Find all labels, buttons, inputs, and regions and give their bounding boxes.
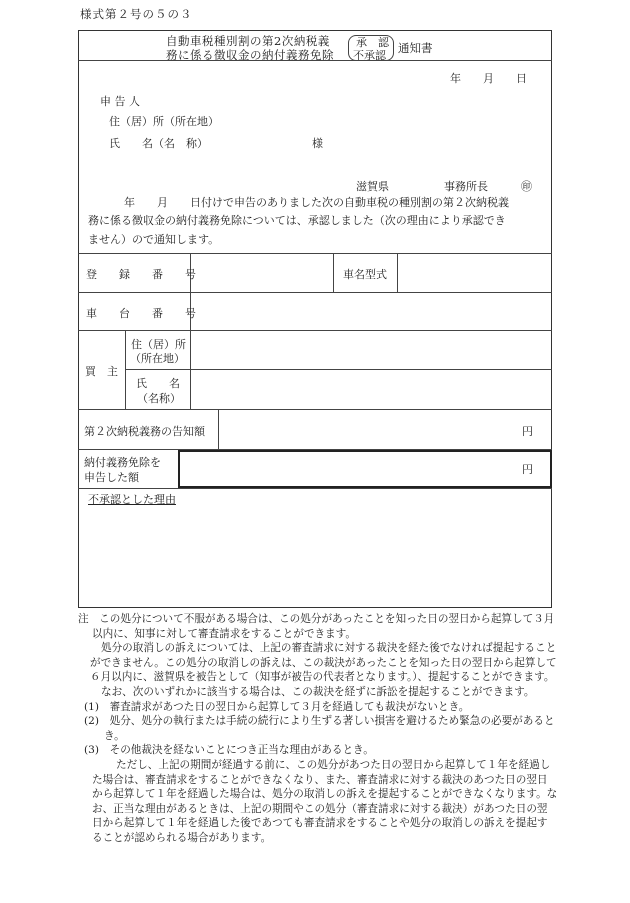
buyer-address-label: 住（居）所 — [131, 338, 186, 351]
applicant-heading: 申 告 人 — [100, 95, 140, 108]
yen-unit: 円 — [522, 463, 533, 476]
notes — [78, 612, 558, 846]
date-line: 年 月 日 — [450, 72, 527, 85]
divider — [78, 488, 552, 489]
form-number: 様式第２号の５の３ — [80, 7, 193, 21]
note-item-1: (1) 審査請求があつた日の翌日から起算して３月を経過しても裁決がないとき。 — [84, 700, 470, 713]
divider — [78, 253, 552, 254]
buyer-address-sub: （所在地） — [130, 352, 185, 365]
body-line-2: 務に係る徴収金の納付義務免除については、承認しました（次の理由により承認でき — [88, 214, 506, 227]
divider — [78, 330, 552, 331]
yen-unit: 円 — [522, 425, 533, 438]
name-label: 氏 名（名 称） — [109, 137, 208, 150]
notice-amount-label: 第２次納税義務の告知額 — [84, 425, 205, 438]
title-line-1: 自動車税種別割の第2次納税義 — [166, 34, 330, 48]
exempt-amount-box — [178, 450, 552, 488]
option-reject: 不承認 — [353, 49, 386, 62]
divider — [125, 330, 126, 409]
title-line-2: 務に係る徴収金の納付義務免除 — [166, 48, 334, 62]
note-4: ただし、上記の期間が経過する前に、この処分があつた日の翌日から起算して１年を経過した場合は、審査請求をすることができなくなり、また、審査請求に対する裁決のあつた日の翌日から起算して１年を経過した場合は、処分の取消しの訴えを提起することができなくなります。なお、正当な理由があるときは、上記の期間やこの処分（審査請求に対する裁決）があつた日の翌日から起算して１年を経過した後であつても審査請求をすることや処分の取消しの訴えを提起することが認められる場合があります。 — [92, 758, 558, 844]
buyer-name-label: 氏 名 — [136, 377, 180, 390]
divider — [190, 330, 191, 409]
divider — [218, 409, 219, 449]
honorific: 様 — [312, 137, 323, 150]
note-item-2: (2) 処分、処分の執行または手続の続行により生ずる著しい損害を避けるため緊急の必要があるとき。 — [84, 715, 555, 742]
reason-label: 不承認とした理由 — [88, 493, 176, 506]
address-label: 住（居）所（所在地） — [109, 115, 219, 128]
registration-number-label: 登 録 番 号 — [86, 268, 196, 281]
exempt-label-sub: 申告した額 — [84, 471, 139, 484]
body-line-1: 年 月 日付けで申告のありました次の自動車税の種別割の第２次納税義 — [124, 196, 509, 209]
divider — [78, 292, 552, 293]
note-item-3: (3) その他裁決を経ないことにつき正当な理由があるとき。 — [84, 744, 374, 757]
divider — [78, 60, 552, 61]
issuer: 滋賀県 事務所長 ㊞ — [356, 180, 532, 193]
note-3: なお、次のいずれかに該当する場合は、この裁決を経ずに訴訟を提起することができます。 — [101, 685, 535, 698]
note-2: 処分の取消しの訴えについては、上記の審査請求に対する裁決を経た後でなければ提起することができません。この処分の取消しの訴えは、この裁決があったことを知った日の翌日から起算して６月以内に、滋賀県を被告として（知事が被告の代表者となります。）、提起することができます。 — [90, 642, 557, 684]
divider — [397, 253, 398, 292]
note-1: 注 この処分について不服がある場合は、この処分があったことを知った日の翌日から起算して３月以内に、知事に対して審査請求をすることができます。 — [78, 613, 555, 640]
exempt-label: 納付義務免除を — [84, 456, 161, 469]
divider — [78, 409, 552, 410]
vehicle-model-label: 車名型式 — [343, 268, 387, 281]
body-line-3: ません）ので通知します。 — [88, 233, 220, 246]
chassis-number-label: 車 台 番 号 — [86, 307, 196, 320]
buyer-name-sub: （名称） — [137, 392, 181, 405]
buyer-label: 買 主 — [85, 365, 118, 378]
option-approve: 承 認 — [356, 36, 389, 49]
divider — [333, 253, 334, 292]
title-suffix: 通知書 — [398, 41, 433, 55]
